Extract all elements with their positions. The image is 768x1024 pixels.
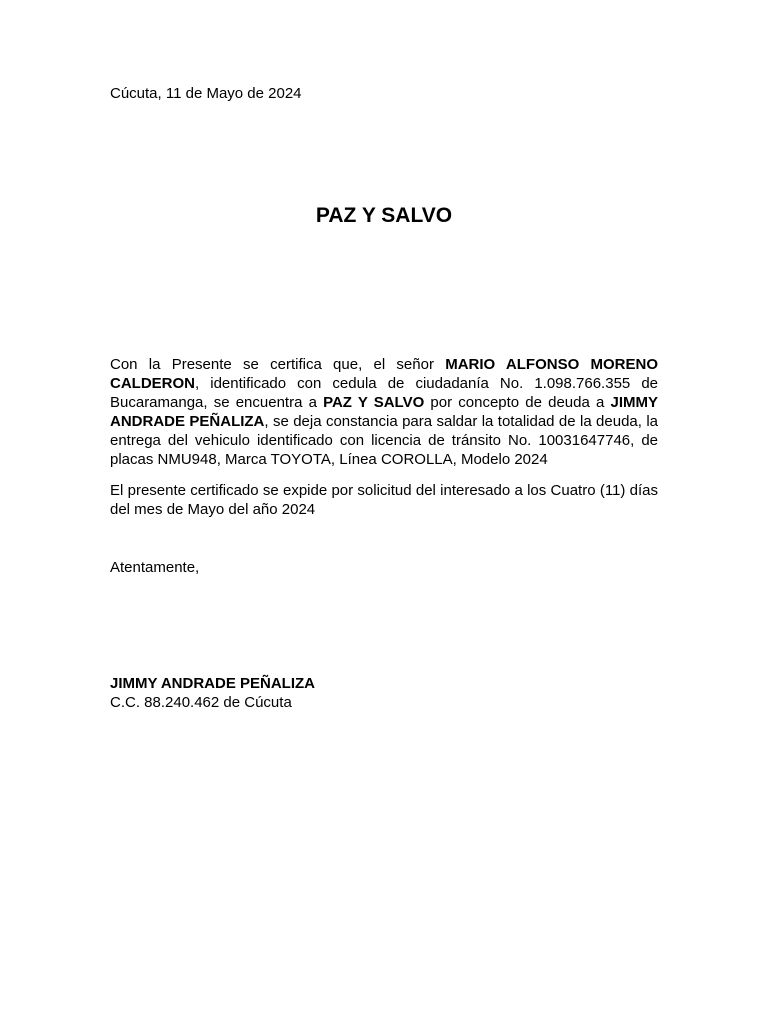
closing-line: Atentamente, [110,559,200,576]
certification-paragraph [110,355,658,469]
debtor-name: MARIO ALFONSO MORENO CALDERON [110,356,659,392]
paz-y-salvo-emphasis: PAZ Y SALVO [323,394,425,411]
paragraph-text: , identificado con cedula de ciudadanía No. 1.098.766.355 de Bucaramanga, se encuentra a [110,375,658,411]
paragraph-text: por concepto de deuda a [424,394,611,411]
signatory-name: JIMMY ANDRADE PEÑALIZA [110,675,316,692]
creditor-name: JIMMY ANDRADE PEÑALIZA [110,394,658,430]
paragraph-text: Con la Presente se certifica que, el señor [110,356,446,373]
issuance-paragraph: El presente certificado se expide por solicitud del interesado a los Cuatro (11) días del mes de Mayo del año 2024 [110,482,658,518]
signatory-id: C.C. 88.240.462 de Cúcuta [110,694,292,711]
document-title: PAZ Y SALVO [315,204,453,227]
date-line: Cúcuta, 11 de Mayo de 2024 [110,85,302,102]
paragraph-text: , se deja constancia para saldar la totalidad de la deuda, la entrega del vehiculo identificado con licencia de tránsito No. 10031647746, de placas NMU948, Marca TOYOTA, Línea COROLLA, Modelo 2024 [110,413,658,468]
